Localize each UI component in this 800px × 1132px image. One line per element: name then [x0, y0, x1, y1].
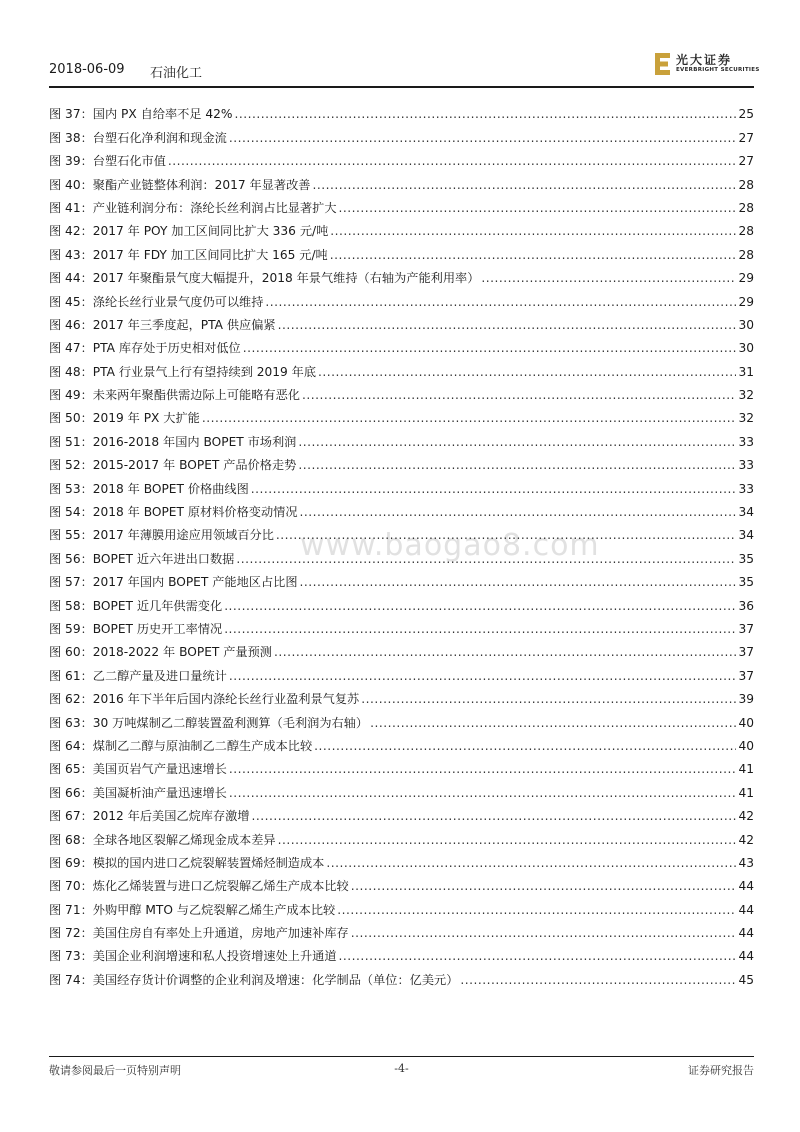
toc-dot-leader [276, 832, 736, 848]
toc-entry[interactable] [49, 310, 754, 333]
toc-entry-title: 图 66：美国凝析油产量迅速增长 [49, 785, 227, 800]
toc-entry-title: 图 37：国内 PX 自给率不足 42% [49, 107, 233, 122]
toc-entry[interactable] [49, 684, 754, 707]
toc-entry-page: 36 [738, 598, 754, 613]
toc-entry-title: 图 53：2018 年 BOPET 价格曲线图 [49, 481, 249, 496]
toc-entry[interactable] [49, 894, 754, 917]
toc-dot-leader [300, 387, 736, 403]
toc-dot-leader [234, 551, 736, 567]
toc-entry-page: 32 [738, 411, 754, 426]
toc-entry-page: 37 [738, 645, 754, 660]
toc-entry[interactable] [49, 356, 754, 379]
toc-entry-title: 图 46：2017 年三季度起，PTA 供应偏紧 [49, 317, 276, 332]
toc-dot-leader [200, 410, 736, 426]
toc-entry-title: 图 55：2017 年薄膜用途应用领域百分比 [49, 528, 274, 543]
toc-entry-title: 图 62：2016 年下半年后国内涤纶长丝行业盈利景气复苏 [49, 692, 360, 707]
toc-entry-title: 图 44：2017 年聚酯景气度大幅提升，2018 年景气维持（右轴为产能利用率） [49, 271, 480, 286]
toc-entry-page: 42 [738, 832, 754, 847]
toc-dot-leader [335, 902, 736, 918]
toc-entry-title: 图 69：模拟的国内进口乙烷裂解装置烯烃制造成本 [49, 855, 325, 870]
toc-entry[interactable] [49, 122, 754, 145]
toc-dot-leader [272, 644, 736, 660]
toc-entry-page: 33 [738, 434, 754, 449]
toc-dot-leader [250, 808, 736, 824]
toc-entry[interactable] [49, 263, 754, 286]
toc-entry-page: 44 [738, 902, 754, 917]
toc-dot-leader [458, 972, 736, 988]
disclaimer-note: 敬请参阅最后一页特别声明 [49, 1064, 181, 1077]
toc-entry[interactable] [49, 848, 754, 871]
toc-entry[interactable] [49, 731, 754, 754]
toc-entry[interactable] [49, 146, 754, 169]
toc-dot-leader [274, 527, 736, 543]
toc-dot-leader [328, 247, 736, 263]
toc-entry[interactable] [49, 216, 754, 239]
toc-entry-page: 37 [738, 621, 754, 636]
toc-entry-title: 图 73：美国企业利润增速和私人投资增速处上升通道 [49, 949, 337, 964]
toc-entry[interactable] [49, 286, 754, 309]
toc-entry[interactable] [49, 614, 754, 637]
toc-entry-page: 33 [738, 458, 754, 473]
toc-entry-title: 图 52：2015-2017 年 BOPET 产品价格走势 [49, 458, 297, 473]
toc-entry[interactable] [49, 567, 754, 590]
toc-dot-leader [249, 481, 736, 497]
toc-entry-title: 图 41：产业链利润分布：涤纶长丝利润占比显著扩大 [49, 200, 337, 215]
toc-entry-page: 43 [738, 855, 754, 870]
toc-entry-title: 图 57：2017 年国内 BOPET 产能地区占比图 [49, 575, 298, 590]
logo-text-cn: 光大证券 [676, 53, 733, 67]
toc-entry[interactable] [49, 941, 754, 964]
toc-entry-page: 44 [738, 879, 754, 894]
toc-dot-leader [222, 621, 736, 637]
toc-entry-page: 28 [738, 247, 754, 262]
toc-entry[interactable] [49, 660, 754, 683]
toc-dot-leader [368, 715, 736, 731]
toc-entry[interactable] [49, 777, 754, 800]
page-number: -4- [394, 1062, 409, 1075]
toc-entry-title: 图 68：全球各地区裂解乙烯现金成本差异 [49, 832, 276, 847]
toc-entry-page: 31 [738, 364, 754, 379]
toc-entry[interactable] [49, 333, 754, 356]
toc-entry[interactable] [49, 380, 754, 403]
toc-entry[interactable] [49, 918, 754, 941]
toc-dot-leader [263, 294, 736, 310]
toc-entry-title: 图 63：30 万吨煤制乙二醇装置盈利测算（毛利润为右轴） [49, 715, 369, 730]
report-section: 石油化工 [150, 66, 203, 81]
toc-entry-page: 34 [738, 528, 754, 543]
toc-entry[interactable] [49, 169, 754, 192]
toc-entry[interactable] [49, 239, 754, 262]
toc-dot-leader [328, 223, 736, 239]
toc-entry-page: 37 [738, 668, 754, 683]
toc-entry-title: 图 38：台塑石化净利润和现金流 [49, 130, 227, 145]
toc-dot-leader [241, 340, 736, 356]
toc-dot-leader [232, 106, 736, 122]
logo-mark-icon [654, 52, 672, 76]
toc-entry-page: 39 [738, 692, 754, 707]
toc-entry-page: 40 [738, 715, 754, 730]
toc-entry[interactable] [49, 450, 754, 473]
toc-entry[interactable] [49, 590, 754, 613]
toc-entry[interactable] [49, 543, 754, 566]
toc-entry-title: 图 49：未来两年聚酯供需边际上可能略有恶化 [49, 388, 300, 403]
toc-dot-leader [349, 878, 736, 894]
toc-entry-title: 图 65：美国页岩气产量迅速增长 [49, 762, 227, 777]
toc-dot-leader [359, 691, 736, 707]
toc-entry[interactable] [49, 707, 754, 730]
report-date: 2018-06-09 [49, 62, 125, 77]
toc-entry[interactable] [49, 637, 754, 660]
toc-entry[interactable] [49, 964, 754, 987]
toc-entry-page: 28 [738, 200, 754, 215]
toc-entry-page: 32 [738, 388, 754, 403]
toc-entry-title: 图 60：2018-2022 年 BOPET 产量预测 [49, 645, 272, 660]
toc-dot-leader [298, 574, 736, 590]
toc-entry-page: 41 [738, 762, 754, 777]
toc-entry[interactable] [49, 99, 754, 122]
toc-entry[interactable] [49, 520, 754, 543]
toc-entry[interactable] [49, 871, 754, 894]
toc-entry[interactable] [49, 824, 754, 847]
toc-entry-title: 图 48：PTA 行业景气上行有望持续到 2019 年底 [49, 364, 317, 379]
toc-dot-leader [227, 785, 736, 801]
toc-entry[interactable] [49, 403, 754, 426]
toc-entry-page: 30 [738, 317, 754, 332]
toc-entry-page: 29 [738, 271, 754, 286]
toc-entry[interactable] [49, 193, 754, 216]
toc-entry-title: 图 70：炼化乙烯装置与进口乙烷裂解乙烯生产成本比较 [49, 879, 349, 894]
footer-divider [49, 1056, 754, 1057]
toc-entry-page: 27 [738, 130, 754, 145]
toc-entry-page: 29 [738, 294, 754, 309]
toc-dot-leader [324, 855, 736, 871]
figure-list [49, 99, 754, 988]
toc-entry-title: 图 58：BOPET 近几年供需变化 [49, 598, 223, 613]
toc-entry-title: 图 61：乙二醇产量及进口量统计 [49, 668, 227, 683]
toc-entry-title: 图 71：外购甲醇 MTO 与乙烷裂解乙烯生产成本比较 [49, 902, 336, 917]
toc-entry-title: 图 64：煤制乙二醇与原油制乙二醇生产成本比较 [49, 738, 313, 753]
toc-dot-leader [296, 434, 736, 450]
toc-entry-title: 图 39：台塑石化市值 [49, 154, 166, 169]
toc-entry-page: 42 [738, 809, 754, 824]
toc-dot-leader [296, 457, 736, 473]
toc-entry-page: 27 [738, 154, 754, 169]
toc-dot-leader [349, 925, 736, 941]
toc-dot-leader [227, 130, 736, 146]
toc-entry-page: 44 [738, 949, 754, 964]
toc-dot-leader [227, 668, 736, 684]
toc-dot-leader [337, 948, 736, 964]
toc-entry-title: 图 59：BOPET 历史开工率情况 [49, 621, 223, 636]
logo-text-en: EVERBRIGHT SECURITIES [676, 67, 760, 73]
toc-dot-leader [227, 761, 736, 777]
toc-dot-leader [222, 598, 736, 614]
report-type: 证券研究报告 [688, 1064, 754, 1077]
toc-entry-page: 40 [738, 738, 754, 753]
toc-entry-title: 图 74：美国经存货计价调整的企业利润及增速：化学制品（单位：亿美元） [49, 972, 459, 987]
toc-entry-page: 28 [738, 224, 754, 239]
toc-dot-leader [166, 153, 736, 169]
toc-entry-title: 图 42：2017 年 POY 加工区间同比扩大 336 元/吨 [49, 224, 329, 239]
toc-dot-leader [479, 270, 736, 286]
header-divider [49, 86, 754, 88]
toc-entry-title: 图 43：2017 年 FDY 加工区间同比扩大 165 元/吨 [49, 247, 328, 262]
toc-entry-title: 图 56：BOPET 近六年进出口数据 [49, 551, 235, 566]
toc-dot-leader [310, 177, 736, 193]
toc-dot-leader [337, 200, 736, 216]
toc-entry[interactable] [49, 497, 754, 520]
toc-entry-page: 25 [738, 107, 754, 122]
watermark: www.baogao8.com [300, 528, 600, 563]
company-logo [654, 51, 760, 79]
toc-entry[interactable] [49, 473, 754, 496]
toc-entry-title: 图 40：聚酯产业链整体利润：2017 年显著改善 [49, 177, 311, 192]
toc-entry-title: 图 47：PTA 库存处于历史相对低位 [49, 341, 241, 356]
toc-entry[interactable] [49, 801, 754, 824]
toc-entry-page: 28 [738, 177, 754, 192]
toc-entry-page: 41 [738, 785, 754, 800]
toc-dot-leader [298, 504, 736, 520]
toc-entry-title: 图 54：2018 年 BOPET 原材料价格变动情况 [49, 505, 298, 520]
toc-dot-leader [276, 317, 736, 333]
toc-entry-title: 图 72：美国住房自有率处上升通道，房地产加速补库存 [49, 926, 349, 941]
toc-entry-page: 34 [738, 505, 754, 520]
toc-entry-page: 35 [738, 575, 754, 590]
toc-entry-title: 图 51：2016-2018 年国内 BOPET 市场利润 [49, 434, 297, 449]
toc-entry-page: 30 [738, 341, 754, 356]
toc-entry-page: 44 [738, 926, 754, 941]
toc-entry-page: 45 [738, 972, 754, 987]
toc-entry[interactable] [49, 754, 754, 777]
toc-entry-page: 33 [738, 481, 754, 496]
toc-entry-title: 图 45：涤纶长丝行业景气度仍可以维持 [49, 294, 264, 309]
toc-entry[interactable] [49, 426, 754, 449]
toc-entry-title: 图 67：2012 年后美国乙烷库存激增 [49, 809, 250, 824]
toc-entry-title: 图 50：2019 年 PX 大扩能 [49, 411, 200, 426]
page-header [49, 53, 760, 84]
toc-entry-page: 35 [738, 551, 754, 566]
toc-dot-leader [312, 738, 736, 754]
toc-dot-leader [316, 364, 736, 380]
